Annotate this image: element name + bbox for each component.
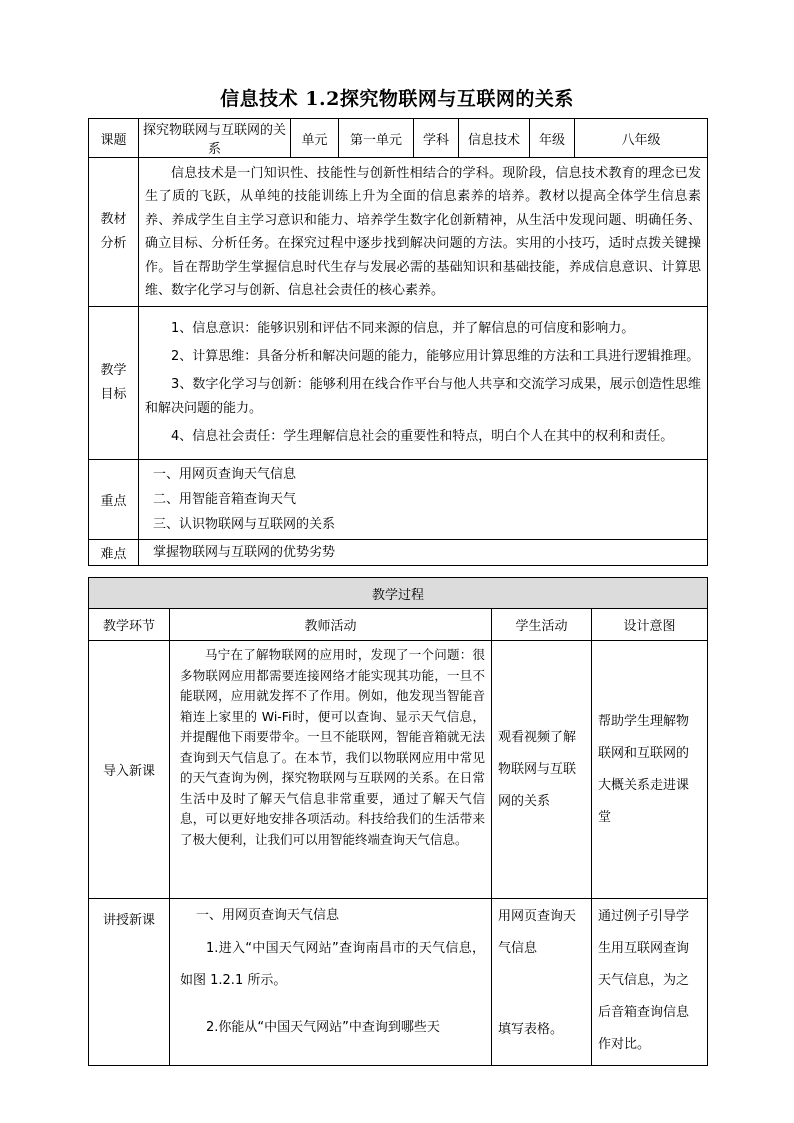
student-activity-cell bbox=[492, 899, 592, 1066]
stage-cell bbox=[89, 899, 170, 1066]
course-label: 课题 bbox=[89, 119, 139, 158]
goals-label bbox=[89, 307, 139, 460]
analysis-cell bbox=[139, 158, 708, 307]
key-points-row bbox=[89, 460, 708, 540]
goals-label-1: 教学 bbox=[100, 363, 127, 378]
student-activity-cell bbox=[492, 641, 592, 899]
analysis-row bbox=[89, 158, 708, 307]
teacher-activity-cell bbox=[170, 899, 492, 1066]
goals-label-2: 目标 bbox=[100, 387, 127, 402]
table-row bbox=[89, 641, 708, 899]
column-header: 学生活动 bbox=[492, 609, 592, 641]
column-header: 教学环节 bbox=[89, 609, 170, 641]
teacher-activity-cell bbox=[170, 641, 492, 899]
table-row bbox=[89, 899, 708, 1066]
analysis-text: 信息技术是一门知识性、技能性与创新性相结合的学科。现阶段，信息技术教育的理念已发生了质的飞跃，从单纯的技能训练上升为全面的信息素养的培养。教材以提高全体学生信息素养、养成学生自主学习意识和能力、培养学生数字化创新精神，从生活中发现问题、明确任务、确立目标、分析任务。在探究过程中逐步找到解决问题的方法。实用的小技巧，适时点拨关键操作。旨在帮助学生掌握信息时代生存与发展必需的基础知识和基础技能，养成信息意识、计算思维、数字化学习与创新、信息社会责任的核心素养。 bbox=[145, 165, 701, 298]
process-header-row bbox=[89, 578, 708, 609]
intent-text: 通过例子引导学生用互联网查询天气信息，为之后音箱查询信息作对比。 bbox=[598, 909, 690, 1052]
teacher-heading: 一、用网页查询天气信息 bbox=[196, 908, 340, 923]
column-header-row bbox=[89, 609, 708, 641]
goals-row bbox=[89, 307, 708, 460]
lesson-info-table bbox=[88, 118, 708, 566]
page-title: 信息技术 1.2探究物联网与互联网的关系 bbox=[220, 88, 574, 110]
difficulty-cell bbox=[139, 540, 708, 566]
subject-label: 学科 bbox=[414, 119, 459, 158]
analysis-label-1: 教材 bbox=[100, 212, 127, 227]
intent-cell bbox=[592, 899, 708, 1066]
key-points-label: 重点 bbox=[89, 460, 139, 540]
info-row bbox=[89, 119, 708, 158]
difficulty-row bbox=[89, 540, 708, 566]
student-activity-text: 填写表格。 bbox=[498, 1022, 564, 1037]
goal-item: 4、信息社会责任：学生理解信息社会的重要性和特点，明白个人在其中的权利和责任。 bbox=[171, 429, 674, 444]
difficulty-text: 掌握物联网与互联网的优势劣势 bbox=[153, 545, 336, 560]
key-points-cell bbox=[139, 460, 708, 540]
goal-item: 2、计算思维：具备分析和解决问题的能力，能够应用计算思维的方法和工具进行逻辑推理。 bbox=[171, 349, 700, 364]
stage-text: 讲授新课 bbox=[102, 913, 155, 928]
key-point-item: 一、用网页查询天气信息 bbox=[153, 467, 297, 482]
teacher-paragraph: 1.进入“中国天气网站”查询南昌市的天气信息，如图 1.2.1 所示。 bbox=[180, 941, 485, 988]
goals-cell bbox=[139, 307, 708, 460]
course-value: 探究物联网与互联网的关系 bbox=[139, 119, 291, 158]
analysis-label-2: 分析 bbox=[100, 236, 127, 251]
student-activity-text: 观看视频了解物联网与互联网的关系 bbox=[498, 729, 577, 809]
goal-item: 3、数字化学习与创新：能够利用在线合作平台与他人共享和交流学习成果，展示创造性思维和解决问题的能力。 bbox=[145, 377, 701, 416]
subject-value: 信息技术 bbox=[459, 119, 530, 158]
difficulty-label: 难点 bbox=[89, 540, 139, 566]
unit-label: 单元 bbox=[291, 119, 339, 158]
goal-item: 1、信息意识：能够识别和评估不同来源的信息，并了解信息的可信度和影响力。 bbox=[171, 321, 635, 336]
analysis-label bbox=[89, 158, 139, 307]
stage-cell: 导入新课 bbox=[89, 641, 170, 899]
unit-value: 第一单元 bbox=[339, 119, 414, 158]
key-point-item: 三、认识物联网与互联网的关系 bbox=[153, 517, 336, 532]
student-activity-text: 用网页查询天气信息 bbox=[498, 909, 577, 956]
column-header: 设计意图 bbox=[592, 609, 708, 641]
process-header: 教学过程 bbox=[89, 578, 708, 609]
grade-label: 年级 bbox=[530, 119, 575, 158]
teaching-process-table bbox=[88, 577, 708, 1066]
teacher-paragraph: 2.你能从“中国天气网站”中查询到哪些天 bbox=[206, 1020, 440, 1035]
teacher-activity-text: 马宁在了解物联网的应用时，发现了一个问题：很多物联网应用都需要连接网络才能实现其功能，一旦不能联网，应用就发挥不了作用。例如，他发现当智能音箱连上家里的 Wi-Fi时，便可以查询、显示天气信息，并提醒他下雨要带伞。一旦不能联网，智能音箱就无法查询到天气信息了。在本节，我们以物联网应用中常见的天气查询为例，探究物联网与互联网的关系。在日常生活中及时了解天气信息非常重要，通过了解天气信息，可以更好地安排各项活动。科技给我们的生活带来了极大便利，让我们可以用智能终端查询天气信息。 bbox=[180, 647, 485, 847]
intent-text: 帮助学生理解物联网和互联网的大概关系走进课堂 bbox=[598, 713, 690, 825]
column-header: 教师活动 bbox=[170, 609, 492, 641]
key-point-item: 二、用智能音箱查询天气 bbox=[153, 492, 297, 507]
intent-cell bbox=[592, 641, 708, 899]
grade-value: 八年级 bbox=[575, 119, 708, 158]
